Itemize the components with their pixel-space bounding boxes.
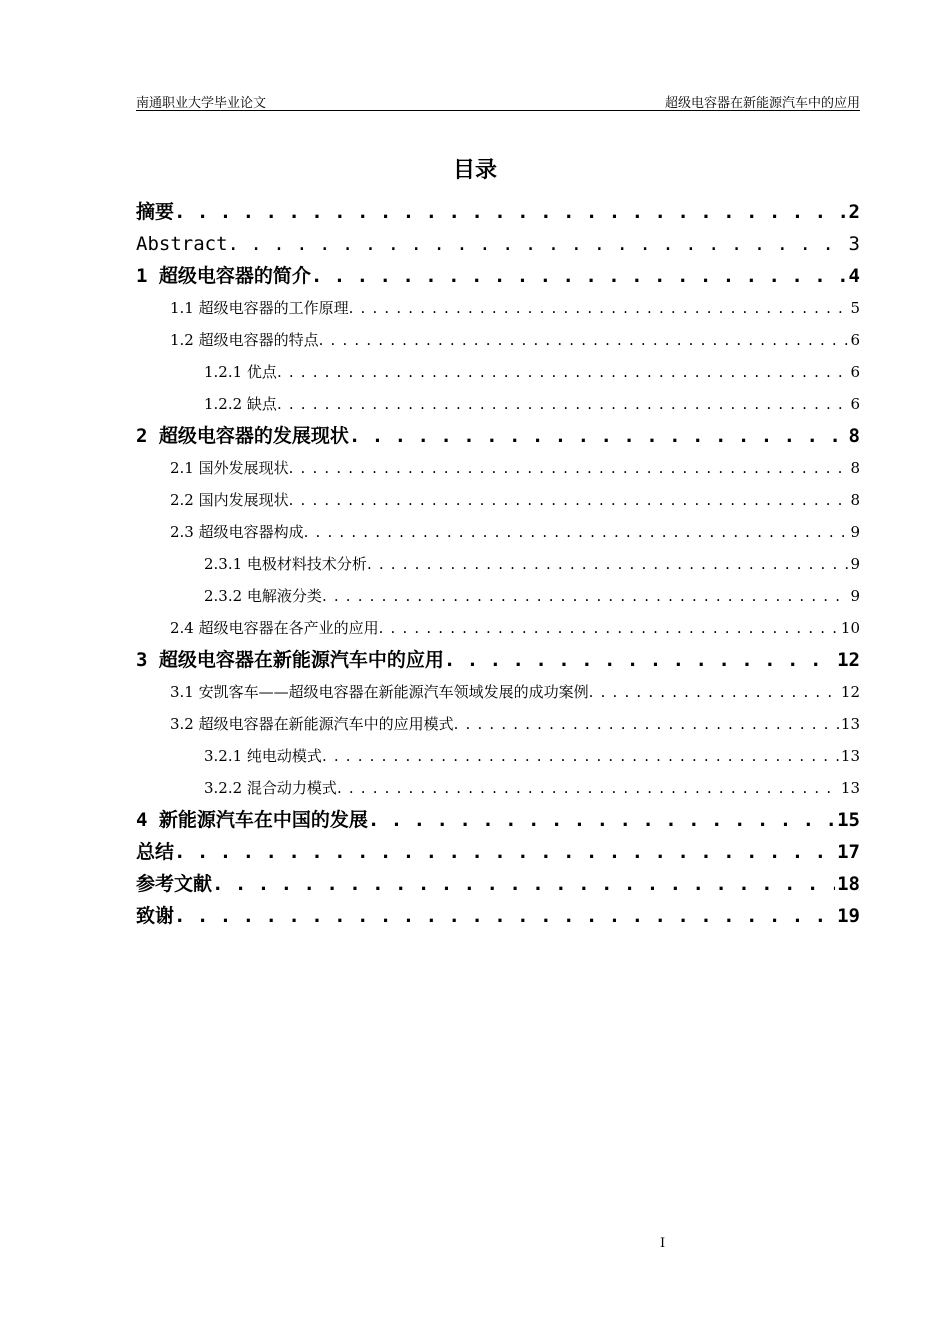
toc-leader-dots bbox=[277, 388, 849, 420]
toc-leader-dots bbox=[212, 868, 835, 900]
page-number: I bbox=[660, 1236, 666, 1251]
toc-entry-page: 18 bbox=[835, 868, 860, 900]
toc-leader-dots bbox=[304, 516, 849, 548]
toc-entry[interactable] bbox=[136, 836, 860, 868]
toc-entry-page: 13 bbox=[839, 772, 860, 804]
toc-leader-dots bbox=[444, 644, 835, 676]
toc-entry-label: 1 超级电容器的简介 bbox=[136, 260, 311, 292]
toc-entry-label: 2.4 超级电容器在各产业的应用 bbox=[170, 612, 379, 644]
toc-entry-label: 3.2 超级电容器在新能源汽车中的应用模式 bbox=[170, 708, 454, 740]
toc-entry-label: 参考文献 bbox=[136, 868, 212, 900]
toc-leader-dots bbox=[277, 356, 849, 388]
toc-entry-label: 2.2 国内发展现状 bbox=[170, 484, 289, 516]
toc-entry-label: 2.3 超级电容器构成 bbox=[170, 516, 304, 548]
toc-leader-dots bbox=[337, 772, 839, 804]
toc-entry-label: 2.3.1 电极材料技术分析 bbox=[204, 548, 367, 580]
toc-entry[interactable] bbox=[136, 740, 860, 772]
toc-leader-dots bbox=[289, 484, 849, 516]
toc-entry[interactable] bbox=[136, 676, 860, 708]
toc-entry[interactable] bbox=[136, 196, 860, 228]
toc-entry-label: 3.2.1 纯电动模式 bbox=[204, 740, 322, 772]
toc-entry[interactable] bbox=[136, 868, 860, 900]
toc-leader-dots bbox=[228, 228, 847, 260]
toc-entry[interactable] bbox=[136, 420, 860, 452]
toc-entry-label: 3 超级电容器在新能源汽车中的应用 bbox=[136, 644, 444, 676]
toc-leader-dots bbox=[367, 548, 849, 580]
toc-leader-dots bbox=[289, 452, 849, 484]
toc-leader-dots bbox=[454, 708, 839, 740]
toc-entry-page: 4 bbox=[847, 260, 860, 292]
toc-entry[interactable] bbox=[136, 260, 860, 292]
toc-leader-dots bbox=[322, 740, 839, 772]
toc-entry-label: 摘要 bbox=[136, 196, 174, 228]
toc-entry-label: 3.1 安凯客车——超级电容器在新能源汽车领域发展的成功案例 bbox=[170, 676, 589, 708]
toc-entry[interactable] bbox=[136, 484, 860, 516]
toc-entry[interactable] bbox=[136, 228, 860, 260]
toc-entry-page: 6 bbox=[848, 356, 860, 388]
toc-entry-page: 8 bbox=[848, 452, 860, 484]
toc-entry-page: 9 bbox=[848, 516, 860, 548]
toc-entry[interactable] bbox=[136, 548, 860, 580]
toc-leader-dots bbox=[349, 420, 847, 452]
toc-entry-label: 致谢 bbox=[136, 900, 174, 932]
toc-leader-dots bbox=[349, 292, 849, 324]
toc-entry-page: 17 bbox=[835, 836, 860, 868]
toc-entry[interactable] bbox=[136, 804, 860, 836]
toc-entry[interactable] bbox=[136, 580, 860, 612]
toc-entry-page: 9 bbox=[848, 580, 860, 612]
toc-entry[interactable] bbox=[136, 452, 860, 484]
header-school: 南通职业大学毕业论文 bbox=[136, 96, 267, 111]
toc-leader-dots bbox=[319, 324, 849, 356]
toc-entry-label: 2 超级电容器的发展现状 bbox=[136, 420, 349, 452]
toc-entry[interactable] bbox=[136, 356, 860, 388]
toc-leader-dots bbox=[322, 580, 849, 612]
toc-title: 目录 bbox=[452, 158, 497, 183]
toc-leader-dots bbox=[174, 196, 847, 228]
toc-entry-label: 1.1 超级电容器的工作原理 bbox=[170, 292, 349, 324]
toc-entry-page: 10 bbox=[839, 612, 860, 644]
toc-entry-label: 2.3.2 电解液分类 bbox=[204, 580, 322, 612]
toc-entry-page: 12 bbox=[839, 676, 860, 708]
toc-entry[interactable] bbox=[136, 516, 860, 548]
toc-entry-label: 1.2.2 缺点 bbox=[204, 388, 277, 420]
toc-leader-dots bbox=[379, 612, 839, 644]
toc-entry[interactable] bbox=[136, 388, 860, 420]
toc-entry-label: 1.2.1 优点 bbox=[204, 356, 277, 388]
toc-entry-page: 5 bbox=[848, 292, 860, 324]
toc-entry-page: 6 bbox=[848, 324, 860, 356]
toc-entry-label: 总结 bbox=[136, 836, 174, 868]
toc-entry-page: 8 bbox=[847, 420, 860, 452]
toc-entry[interactable] bbox=[136, 708, 860, 740]
toc-entry-page: 2 bbox=[847, 196, 860, 228]
toc-leader-dots bbox=[589, 676, 839, 708]
header-thesis-title: 超级电容器在新能源汽车中的应用 bbox=[664, 96, 860, 111]
toc-entry-page: 6 bbox=[848, 388, 860, 420]
toc-entry-page: 13 bbox=[839, 740, 860, 772]
toc-entry-page: 15 bbox=[835, 804, 860, 836]
toc-entry-page: 3 bbox=[847, 228, 860, 260]
toc-entry[interactable] bbox=[136, 612, 860, 644]
toc-entry[interactable] bbox=[136, 644, 860, 676]
table-of-contents bbox=[136, 196, 860, 932]
toc-entry[interactable] bbox=[136, 324, 860, 356]
toc-entry-page: 13 bbox=[839, 708, 860, 740]
toc-entry-page: 8 bbox=[848, 484, 860, 516]
toc-entry[interactable] bbox=[136, 900, 860, 932]
page-header bbox=[136, 90, 860, 111]
toc-leader-dots bbox=[368, 804, 835, 836]
toc-entry-label: 2.1 国外发展现状 bbox=[170, 452, 289, 484]
toc-entry-page: 9 bbox=[848, 548, 860, 580]
toc-entry-page: 12 bbox=[835, 644, 860, 676]
toc-entry-label: 1.2 超级电容器的特点 bbox=[170, 324, 319, 356]
toc-entry-label: 4 新能源汽车在中国的发展 bbox=[136, 804, 368, 836]
toc-leader-dots bbox=[174, 900, 835, 932]
toc-entry[interactable] bbox=[136, 772, 860, 804]
toc-entry-page: 19 bbox=[835, 900, 860, 932]
toc-entry-label: 3.2.2 混合动力模式 bbox=[204, 772, 337, 804]
toc-leader-dots bbox=[174, 836, 835, 868]
toc-entry[interactable] bbox=[136, 292, 860, 324]
toc-leader-dots bbox=[311, 260, 847, 292]
toc-entry-label: Abstract bbox=[136, 228, 228, 260]
